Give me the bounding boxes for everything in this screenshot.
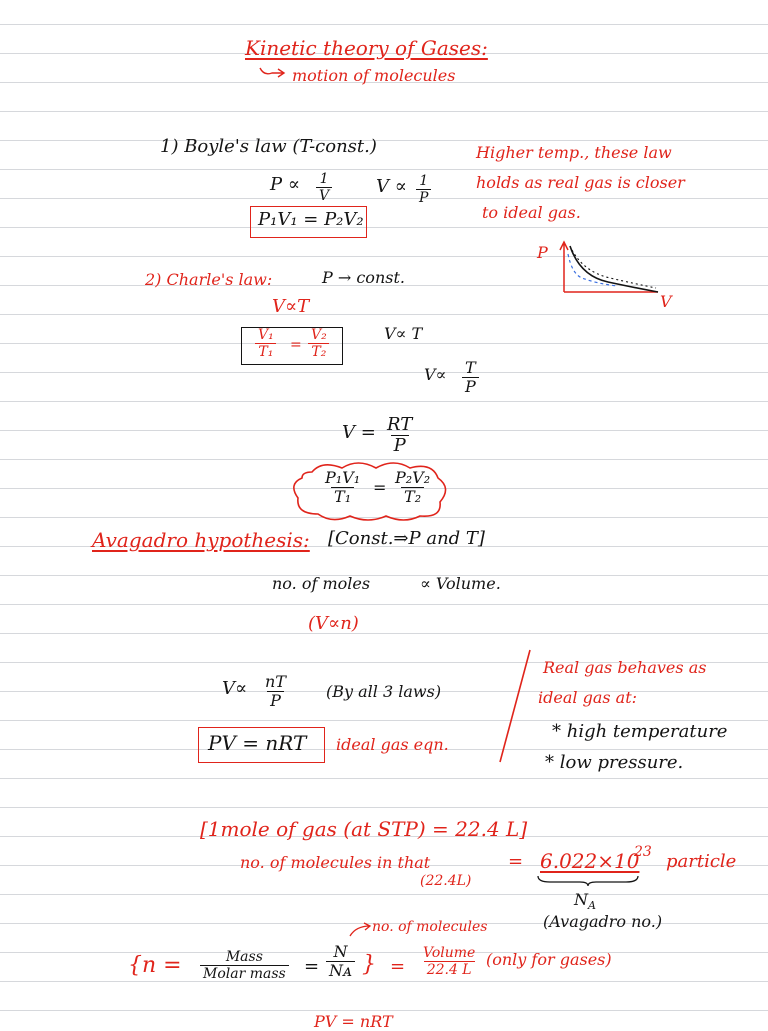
boyle-pv-graph — [558, 240, 668, 300]
real-gas-line1: Real gas behaves as — [543, 658, 707, 677]
fraction-denominator: 22.4 L — [424, 961, 475, 977]
boyle-p-prop: P ∝ — [270, 174, 301, 195]
only-gases: (only for gases) — [486, 950, 612, 969]
subtitle-arrow — [258, 66, 288, 80]
v-equals: V = — [342, 422, 376, 443]
fraction-denominator: T₁ — [331, 487, 354, 505]
fraction-denominator: P — [416, 189, 431, 205]
mass-over-molar-mass — [200, 950, 289, 981]
na-subscript: A — [588, 899, 596, 913]
fraction-denominator: V — [316, 187, 332, 203]
mole-equals: = — [508, 851, 524, 872]
fraction-numerator: P₁V₁ — [325, 468, 361, 487]
real-gas-bullet2: * low pressure. — [545, 752, 684, 773]
divider-stroke — [496, 648, 536, 768]
boyle-one-over-p — [416, 174, 431, 205]
fraction-numerator: nT — [265, 672, 286, 691]
boyle-note-line3: to ideal gas. — [482, 203, 581, 222]
page-subtitle: motion of molecules — [292, 66, 456, 85]
charles-equals: = — [290, 337, 302, 353]
boyle-v-prop: V ∝ — [376, 176, 407, 197]
boyle-one-over-v — [316, 172, 332, 203]
n-equals-2: = — [304, 956, 320, 977]
real-gas-line2: ideal gas at: — [538, 688, 638, 707]
fraction-numerator: Volume — [423, 945, 476, 961]
fraction-numerator: T — [465, 358, 476, 377]
fraction-denominator: T₁ — [255, 343, 276, 359]
charles-v-prop-t: V∝T — [272, 296, 310, 317]
fraction-numerator: V₁ — [258, 327, 274, 343]
by-all-laws: (By all 3 laws) — [326, 682, 442, 701]
charles-v-prop-t2: V∝ T — [384, 324, 423, 343]
close-brace: } — [362, 952, 376, 977]
page-title: Kinetic theory of Gases: — [245, 36, 488, 60]
ideal-gas-equation: PV = nRT — [208, 731, 307, 755]
avogadro-exponent: 23 — [634, 844, 652, 860]
moles-line: no. of moles — [272, 574, 371, 593]
n-equals: {n = — [128, 953, 182, 978]
fraction-denominator: P — [391, 435, 409, 455]
rt-over-p — [384, 416, 415, 455]
boyle-boxed-text: P₁V₁ = P₂V₂ — [258, 209, 364, 230]
fraction-denominator: P — [267, 691, 284, 709]
graph-p-label: P — [537, 243, 548, 262]
na-symbol — [574, 892, 596, 911]
fraction-numerator: RT — [387, 414, 413, 435]
avagadro-condition: [Const.⇒P and T] — [328, 528, 485, 549]
charles-v-prop: V∝ — [424, 365, 447, 384]
fraction-denominator: P — [462, 377, 479, 395]
avogadro-value: 6.022×10 — [540, 849, 640, 873]
fraction-numerator: V₂ — [311, 327, 327, 343]
n-over-na — [326, 944, 355, 979]
paren-224: (22.4L) — [420, 873, 472, 889]
avogadro-label: (Avagadro no.) — [543, 912, 663, 931]
fraction-denominator: Nᴀ — [326, 961, 355, 979]
fraction-denominator: T₂ — [401, 487, 424, 505]
avagadro-heading: Avagadro hypothesis: — [92, 528, 310, 552]
graph-v-label: V — [660, 292, 672, 311]
no-molecules-note: no. of molecules — [372, 919, 488, 935]
prop-volume: ∝ Volume. — [420, 574, 501, 593]
v-prop-n: (V∝n) — [308, 613, 359, 634]
fraction-numerator: 1 — [319, 171, 329, 187]
volume-over-224 — [420, 946, 478, 977]
combined-equals: = — [373, 478, 387, 497]
nt-over-p — [262, 674, 289, 709]
fraction-denominator: T₂ — [308, 343, 329, 359]
fraction-denominator: Molar mass — [200, 965, 289, 981]
charles-t-over-p — [462, 360, 479, 395]
ideal-gas-label: ideal gas eqn. — [336, 735, 449, 754]
mole-bracket-line: [1mole of gas (at STP) = 22.4 L] — [200, 817, 528, 841]
molecules-line: no. of molecules in that — [240, 853, 431, 872]
boyle-note-line1: Higher temp., these law — [476, 143, 672, 162]
n-equals-3: = — [390, 956, 406, 977]
boyle-note-line2: holds as real gas is closer — [476, 173, 685, 192]
fraction-numerator: P₂V₂ — [395, 468, 431, 487]
fraction-numerator: 1 — [419, 173, 429, 189]
boyle-heading: 1) Boyle's law (T-const.) — [160, 136, 377, 157]
charles-v1-over-t1 — [255, 328, 277, 359]
fraction-numerator: Mass — [225, 949, 263, 965]
charles-heading: 2) Charle's law: — [145, 270, 273, 289]
underbrace — [536, 874, 640, 886]
combined-right-fraction — [392, 470, 433, 505]
charles-condition: P → const. — [322, 268, 405, 287]
real-gas-bullet1: * high temperature — [552, 721, 728, 742]
charles-v2-over-t2 — [308, 328, 330, 359]
particle-word: particle — [666, 851, 737, 872]
v-prop-nt: V∝ — [222, 678, 248, 699]
combined-left-fraction — [322, 470, 363, 505]
bottom-partial-equation: PV = nRT — [314, 1012, 393, 1031]
fraction-numerator: N — [333, 942, 348, 961]
na-letter: N — [574, 890, 588, 909]
